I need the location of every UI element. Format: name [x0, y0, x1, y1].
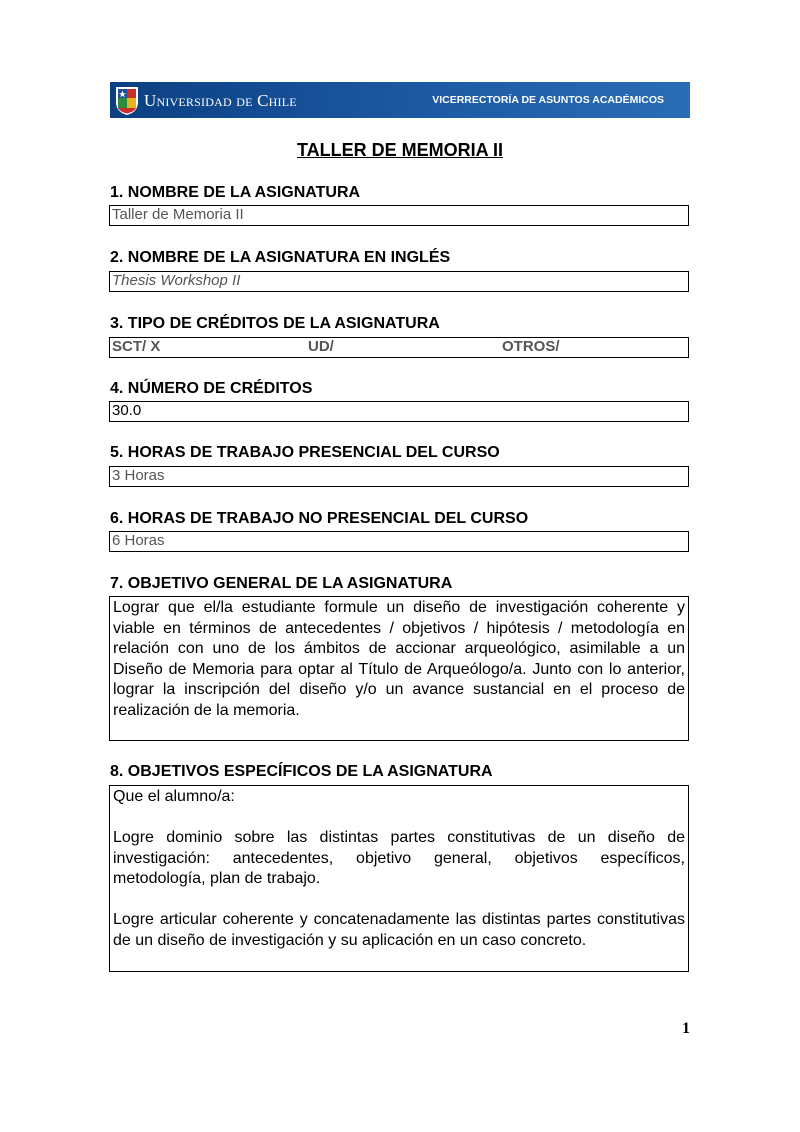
credit-type-otros: OTROS/ — [502, 338, 560, 355]
section-3-credit-types — [109, 337, 689, 358]
university-name: Universidad de Chile — [144, 91, 297, 110]
section-5-heading: 5. HORAS DE TRABAJO PRESENCIAL DEL CURSO — [110, 444, 500, 461]
section-1-heading: 1. NOMBRE DE LA ASIGNATURA — [110, 184, 361, 201]
section-2-value: Thesis Workshop II — [109, 271, 689, 292]
section-6-value: 6 Horas — [109, 531, 689, 552]
section-1-value: Taller de Memoria II — [109, 205, 689, 226]
section-3-heading: 3. TIPO DE CRÉDITOS DE LA ASIGNATURA — [110, 315, 440, 332]
header-banner — [110, 82, 690, 118]
section-8-box — [109, 785, 689, 972]
specific-objective-2: Logre articular coherente y concatenadamente las distintas partes constitutivas de un diseño de investigación y su aplicación en un caso concreto. — [113, 911, 685, 949]
university-crest-icon — [114, 84, 140, 116]
credit-type-sct: SCT/ X — [112, 338, 161, 355]
section-4-value: 30.0 — [109, 401, 689, 422]
section-6-heading: 6. HORAS DE TRABAJO NO PRESENCIAL DEL CURSO — [110, 510, 529, 527]
page-title: TALLER DE MEMORIA II — [297, 140, 503, 160]
specific-objectives-intro: Que el alumno/a: — [113, 788, 235, 805]
specific-objective-1: Logre dominio sobre las distintas partes constitutivas de un diseño de investigación: antecedentes, objetivo general, objetivos específicos, metodología, plan de trabajo. — [113, 829, 685, 887]
credit-type-ud: UD/ — [308, 338, 334, 355]
section-2-heading: 2. NOMBRE DE LA ASIGNATURA EN INGLÉS — [110, 249, 451, 266]
section-5-value: 3 Horas — [109, 466, 689, 487]
section-7-box — [109, 596, 689, 741]
section-4-heading: 4. NÚMERO DE CRÉDITOS — [110, 380, 313, 397]
general-objective-text: Lograr que el/la estudiante formule un diseño de investigación coherente y viable en términos de antecedentes / objetivos / hipótesis / metodología en relación con uno de los ámbitos de accionar arqueológico, asimilable a un Diseño de Memoria para optar al Título de Arqueólogo/a. Junto con lo anterior, lograr la inscripción del diseño y/o un avance sustancial en el proceso de realización de la memoria. — [113, 599, 685, 719]
page-number: 1 — [682, 1020, 690, 1037]
vicerrectoria-name: VICERRECTORÍA DE ASUNTOS ACADÉMICOS — [432, 94, 664, 106]
section-7-heading: 7. OBJETIVO GENERAL DE LA ASIGNATURA — [110, 575, 453, 592]
section-8-heading: 8. OBJETIVOS ESPECÍFICOS DE LA ASIGNATURA — [110, 763, 493, 780]
